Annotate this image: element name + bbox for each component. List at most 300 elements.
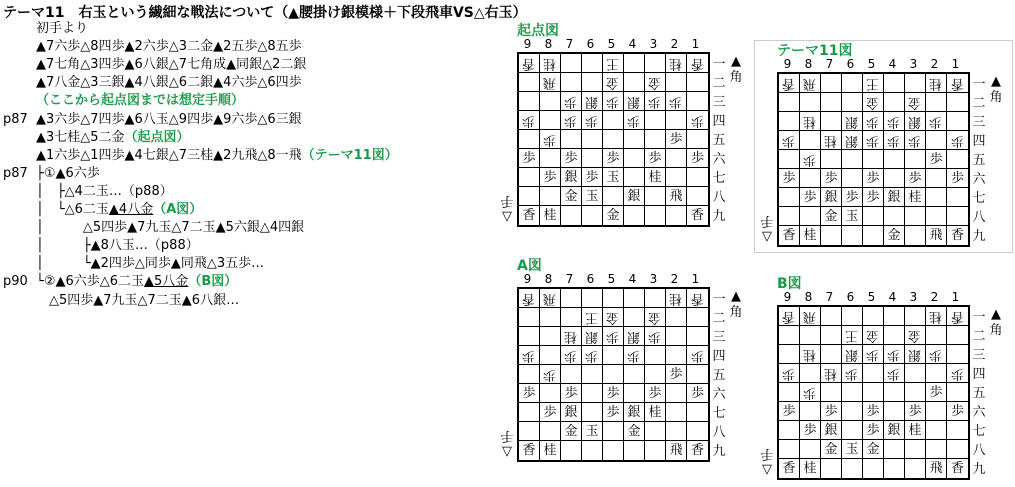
board-square [666,441,687,460]
board-square [926,169,947,188]
board-square [779,226,800,245]
board-square [884,421,905,440]
gote-piece: 歩 [887,133,901,148]
move-text: └②▲6六歩△6二玉 [36,274,145,290]
rank-number: 一 [972,310,986,325]
board-square [687,327,708,346]
sente-piece: 歩 [648,386,662,401]
sente-piece: 玉 [585,424,599,439]
sente-piece: 歩 [782,404,796,419]
gote-piece: 歩 [648,329,662,344]
sente-piece: 歩 [648,151,662,166]
gote-piece: 桂 [669,291,683,306]
board-square [603,130,624,149]
board-square [947,421,968,440]
board-square [624,403,645,422]
move-text: （ここから起点図までは想定手順） [36,93,245,109]
board-square [926,131,947,150]
board-square [687,422,708,441]
sente-piece: 金 [564,189,578,204]
board-square [863,207,884,226]
board-square [905,169,926,188]
board-square [842,326,863,345]
gote-piece: 歩 [648,94,662,109]
board-square [842,402,863,421]
gote-piece: 歩 [887,114,901,129]
board-square [779,326,800,345]
file-number: 1 [691,37,700,51]
file-number: 2 [930,290,939,304]
sente-piece: 歩 [866,171,880,186]
sente-piece: 銀 [887,423,901,438]
gote-piece: 銀 [585,329,599,344]
board-square [540,54,561,73]
board-square [947,440,968,459]
board-square [540,111,561,130]
sente-piece: 玉 [606,170,620,185]
sente-piece: 桂 [908,190,922,205]
sente-piece: 歩 [950,404,964,419]
board-square [687,168,708,187]
board-square [821,383,842,402]
board-square [687,206,708,225]
board-square [561,168,582,187]
sente-piece: 桂 [648,405,662,420]
board-square [821,207,842,226]
board-square [666,92,687,111]
board-square [540,130,561,149]
sente-piece: 歩 [866,404,880,419]
board-square [666,149,687,168]
board-square [687,54,708,73]
gote-piece: 銀 [845,133,859,148]
board-square [884,93,905,112]
board-square [540,168,561,187]
board-square [603,73,624,92]
gote-piece: 歩 [929,347,943,362]
board-square [624,149,645,168]
board-square [561,111,582,130]
board-square [842,440,863,459]
board-square [603,384,624,403]
board-square [842,169,863,188]
sente-piece: 歩 [690,386,704,401]
board-square [666,365,687,384]
file-number: 5 [607,37,616,51]
sente-piece: 銀 [887,190,901,205]
board-square [779,93,800,112]
board-square [582,92,603,111]
sente-piece: 歩 [690,151,704,166]
board-square [645,130,666,149]
board-square [624,327,645,346]
move-line [36,293,239,309]
gote-piece: 金 [866,95,880,110]
board-square [603,365,624,384]
board-square [905,188,926,207]
board-square [687,365,708,384]
sente-piece: 歩 [866,190,880,205]
board-square [842,345,863,364]
board-square [624,346,645,365]
rank-number: 七 [712,171,726,186]
sente-piece: 香 [522,443,536,458]
board-square [779,402,800,421]
board-square [800,307,821,326]
gote-piece: 歩 [564,113,578,128]
board-square [645,403,666,422]
board-square [603,346,624,365]
board-square [582,346,603,365]
file-number: 4 [628,272,637,286]
move-text: │ ├△4二玉…（p88） [36,183,173,199]
board-square [842,364,863,383]
board-square [863,112,884,131]
board-square [666,130,687,149]
board-square [519,168,540,187]
board-square [645,73,666,92]
board-square [863,188,884,207]
sente-piece: 香 [690,208,704,223]
file-number: 3 [649,37,658,51]
board-square [603,187,624,206]
board-square [519,130,540,149]
board-square [800,226,821,245]
board-square [624,289,645,308]
board-square [863,93,884,112]
board-square [884,459,905,478]
move-text: ├①▲6六歩 [36,165,100,181]
sente-piece: 桂 [543,443,557,458]
file-number: 6 [586,37,595,51]
file-number: 8 [804,57,813,71]
board-square [603,149,624,168]
board-square [645,92,666,111]
gote-piece: 香 [950,76,964,91]
board-square [779,112,800,131]
board-square [561,289,582,308]
board-grid [777,305,970,480]
rank-number: 八 [972,443,986,458]
gote-piece: 桂 [543,56,557,71]
rank-number: 六 [712,152,726,167]
diagram-label: テーマ11図 [777,43,853,59]
move-line [36,130,190,146]
board-square [842,383,863,402]
board-square [779,459,800,478]
board-square [582,441,603,460]
gote-piece: 歩 [929,114,943,129]
gote-piece: 金 [648,310,662,325]
board-square [666,168,687,187]
move-text: ▲3六歩△7四歩▲6八玉△9四歩▲9六歩△6三銀 [36,111,302,127]
board-square [687,111,708,130]
gote-piece: 歩 [585,113,599,128]
board-square [884,440,905,459]
board-square [687,289,708,308]
board-square [519,308,540,327]
rank-number: 二 [972,329,986,344]
board-square [519,149,540,168]
board-square [561,54,582,73]
board-square [821,112,842,131]
board-square [519,289,540,308]
board-square [905,112,926,131]
rank-number: 九 [972,462,986,477]
board-square [926,402,947,421]
move-line [36,75,302,91]
board-square [905,402,926,421]
board-square [842,226,863,245]
board-square [905,364,926,383]
sente-hand: 角 [989,90,1003,105]
sente-piece: 桂 [803,228,817,243]
gote-piece: 桂 [803,114,817,129]
board-square [687,73,708,92]
gote-piece: 香 [690,291,704,306]
board-square [624,168,645,187]
board-square [884,74,905,93]
rank-number: 五 [712,133,726,148]
gote-hand: 手 [500,428,514,443]
gote-piece: 金 [908,328,922,343]
board-square [666,327,687,346]
board-square [947,131,968,150]
board-square [645,54,666,73]
gote-piece: 飛 [543,75,557,90]
rank-number: 九 [972,229,986,244]
board-square [821,150,842,169]
board-square [687,149,708,168]
sente-piece: 桂 [543,208,557,223]
board-square [863,326,884,345]
gote-hand: ▽ [502,444,512,459]
file-number: 4 [888,290,897,304]
board-square [884,112,905,131]
file-number: 7 [825,57,834,71]
board-square [561,187,582,206]
board-square [645,327,666,346]
board-square [666,308,687,327]
board-square [905,459,926,478]
move-text: 初手より [36,21,89,36]
board-square [863,402,884,421]
gote-piece: 歩 [782,366,796,381]
sente-piece: 歩 [824,171,838,186]
gote-piece: 歩 [866,114,880,129]
board-square [561,149,582,168]
rank-number: 九 [712,444,726,459]
board-square [519,206,540,225]
board-square [624,384,645,403]
sente-piece: 歩 [543,170,557,185]
board-square [926,459,947,478]
sente-piece: 金 [866,442,880,457]
board-square [519,111,540,130]
move-line [36,112,302,128]
board-square [519,403,540,422]
board-square [519,346,540,365]
rank-number: 一 [712,292,726,307]
sente-piece: 歩 [845,190,859,205]
board-square [666,422,687,441]
board-square [624,54,645,73]
move-text: ▲7八金△3三銀▲4八銀△6二銀▲4六歩△6四歩 [36,75,302,91]
sente-piece: 歩 [824,404,838,419]
board-square [800,93,821,112]
board-square [926,345,947,364]
sente-piece: 歩 [866,423,880,438]
board-square [603,308,624,327]
file-number: 6 [846,290,855,304]
board-square [540,206,561,225]
board-square [821,421,842,440]
gote-piece: 王 [585,310,599,325]
gote-piece: 銀 [845,114,859,129]
board-square [926,93,947,112]
rank-number: 八 [712,190,726,205]
sente-piece: 歩 [908,171,922,186]
file-number: 7 [825,290,834,304]
board-square [905,383,926,402]
sente-piece: 飛 [929,228,943,243]
file-number: 7 [565,37,574,51]
gote-piece: 香 [782,76,796,91]
board-square [800,459,821,478]
gote-piece: 歩 [564,94,578,109]
board-square [645,422,666,441]
board-square [687,130,708,149]
rank-number: 八 [712,425,726,440]
gote-piece: 桂 [803,347,817,362]
gote-piece: 歩 [627,348,641,363]
board-square [947,326,968,345]
board-square [582,206,603,225]
gote-piece: 銀 [627,94,641,109]
board-grid [777,72,970,247]
sente-piece: 銀 [627,405,641,420]
board-square [582,130,603,149]
board-square [863,421,884,440]
board-square [540,365,561,384]
board-square [926,440,947,459]
board-square [863,150,884,169]
board-square [947,93,968,112]
sente-piece: 歩 [564,151,578,166]
board-square [905,307,926,326]
rank-number: 七 [972,424,986,439]
board-square [821,459,842,478]
gote-piece: 金 [606,310,620,325]
board-square [779,188,800,207]
board-square [926,326,947,345]
board-square [947,150,968,169]
gote-piece: 王 [845,328,859,343]
board-square [800,150,821,169]
board-square [582,111,603,130]
board-square [905,150,926,169]
board-square [926,207,947,226]
board-square [800,345,821,364]
board-square [687,346,708,365]
board-grid [517,52,710,227]
board-square [582,168,603,187]
board-square [582,289,603,308]
board-square [926,364,947,383]
rank-number: 三 [972,115,986,130]
board-square [519,365,540,384]
move-text: │ △5四歩▲7九玉△7二玉▲5六銀△4四銀 [36,220,305,236]
sente-piece: 香 [950,228,964,243]
sente-piece: 歩 [606,386,620,401]
gote-piece: 歩 [803,152,817,167]
board-square [884,383,905,402]
board-square [645,289,666,308]
board-square [800,74,821,93]
file-number: 5 [867,57,876,71]
board-square [800,364,821,383]
board-square [800,131,821,150]
gote-piece: 歩 [887,366,901,381]
gote-piece: 桂 [929,309,943,324]
file-number: 2 [930,57,939,71]
board-square [842,131,863,150]
board-square [947,226,968,245]
board-square [947,207,968,226]
board-square [519,73,540,92]
board-square [540,403,561,422]
file-number: 3 [909,57,918,71]
sente-piece: 歩 [522,151,536,166]
sente-piece: 銀 [564,405,578,420]
board-square [624,187,645,206]
board-square [687,441,708,460]
board-square [645,187,666,206]
board-square [519,187,540,206]
gote-piece: 歩 [627,113,641,128]
rank-number: 二 [972,96,986,111]
gote-piece: 王 [606,56,620,71]
file-number: 1 [691,272,700,286]
move-line [36,93,244,109]
board-square [779,74,800,93]
board-square [582,365,603,384]
board-square [800,169,821,188]
board-square [821,226,842,245]
board-square [863,383,884,402]
sente-piece: 金 [627,424,641,439]
sente-piece: 桂 [803,461,817,476]
gote-piece: 王 [866,76,880,91]
page-title: テーマ11 右玉という繊細な戦法について（▲腰掛け銀模様＋下段飛車VS△右玉） [3,5,527,21]
rank-number: 七 [972,191,986,206]
sente-piece: 香 [782,461,796,476]
board-square [519,384,540,403]
sente-piece: 飛 [669,189,683,204]
file-number: 9 [523,37,532,51]
board-square [926,226,947,245]
board-square [800,383,821,402]
board-square [582,54,603,73]
move-line [36,256,264,272]
board-square [561,206,582,225]
board-square [645,441,666,460]
rank-number: 五 [972,153,986,168]
board-square [779,421,800,440]
board-square [540,346,561,365]
move-line [36,148,398,164]
gote-piece: 歩 [782,133,796,148]
